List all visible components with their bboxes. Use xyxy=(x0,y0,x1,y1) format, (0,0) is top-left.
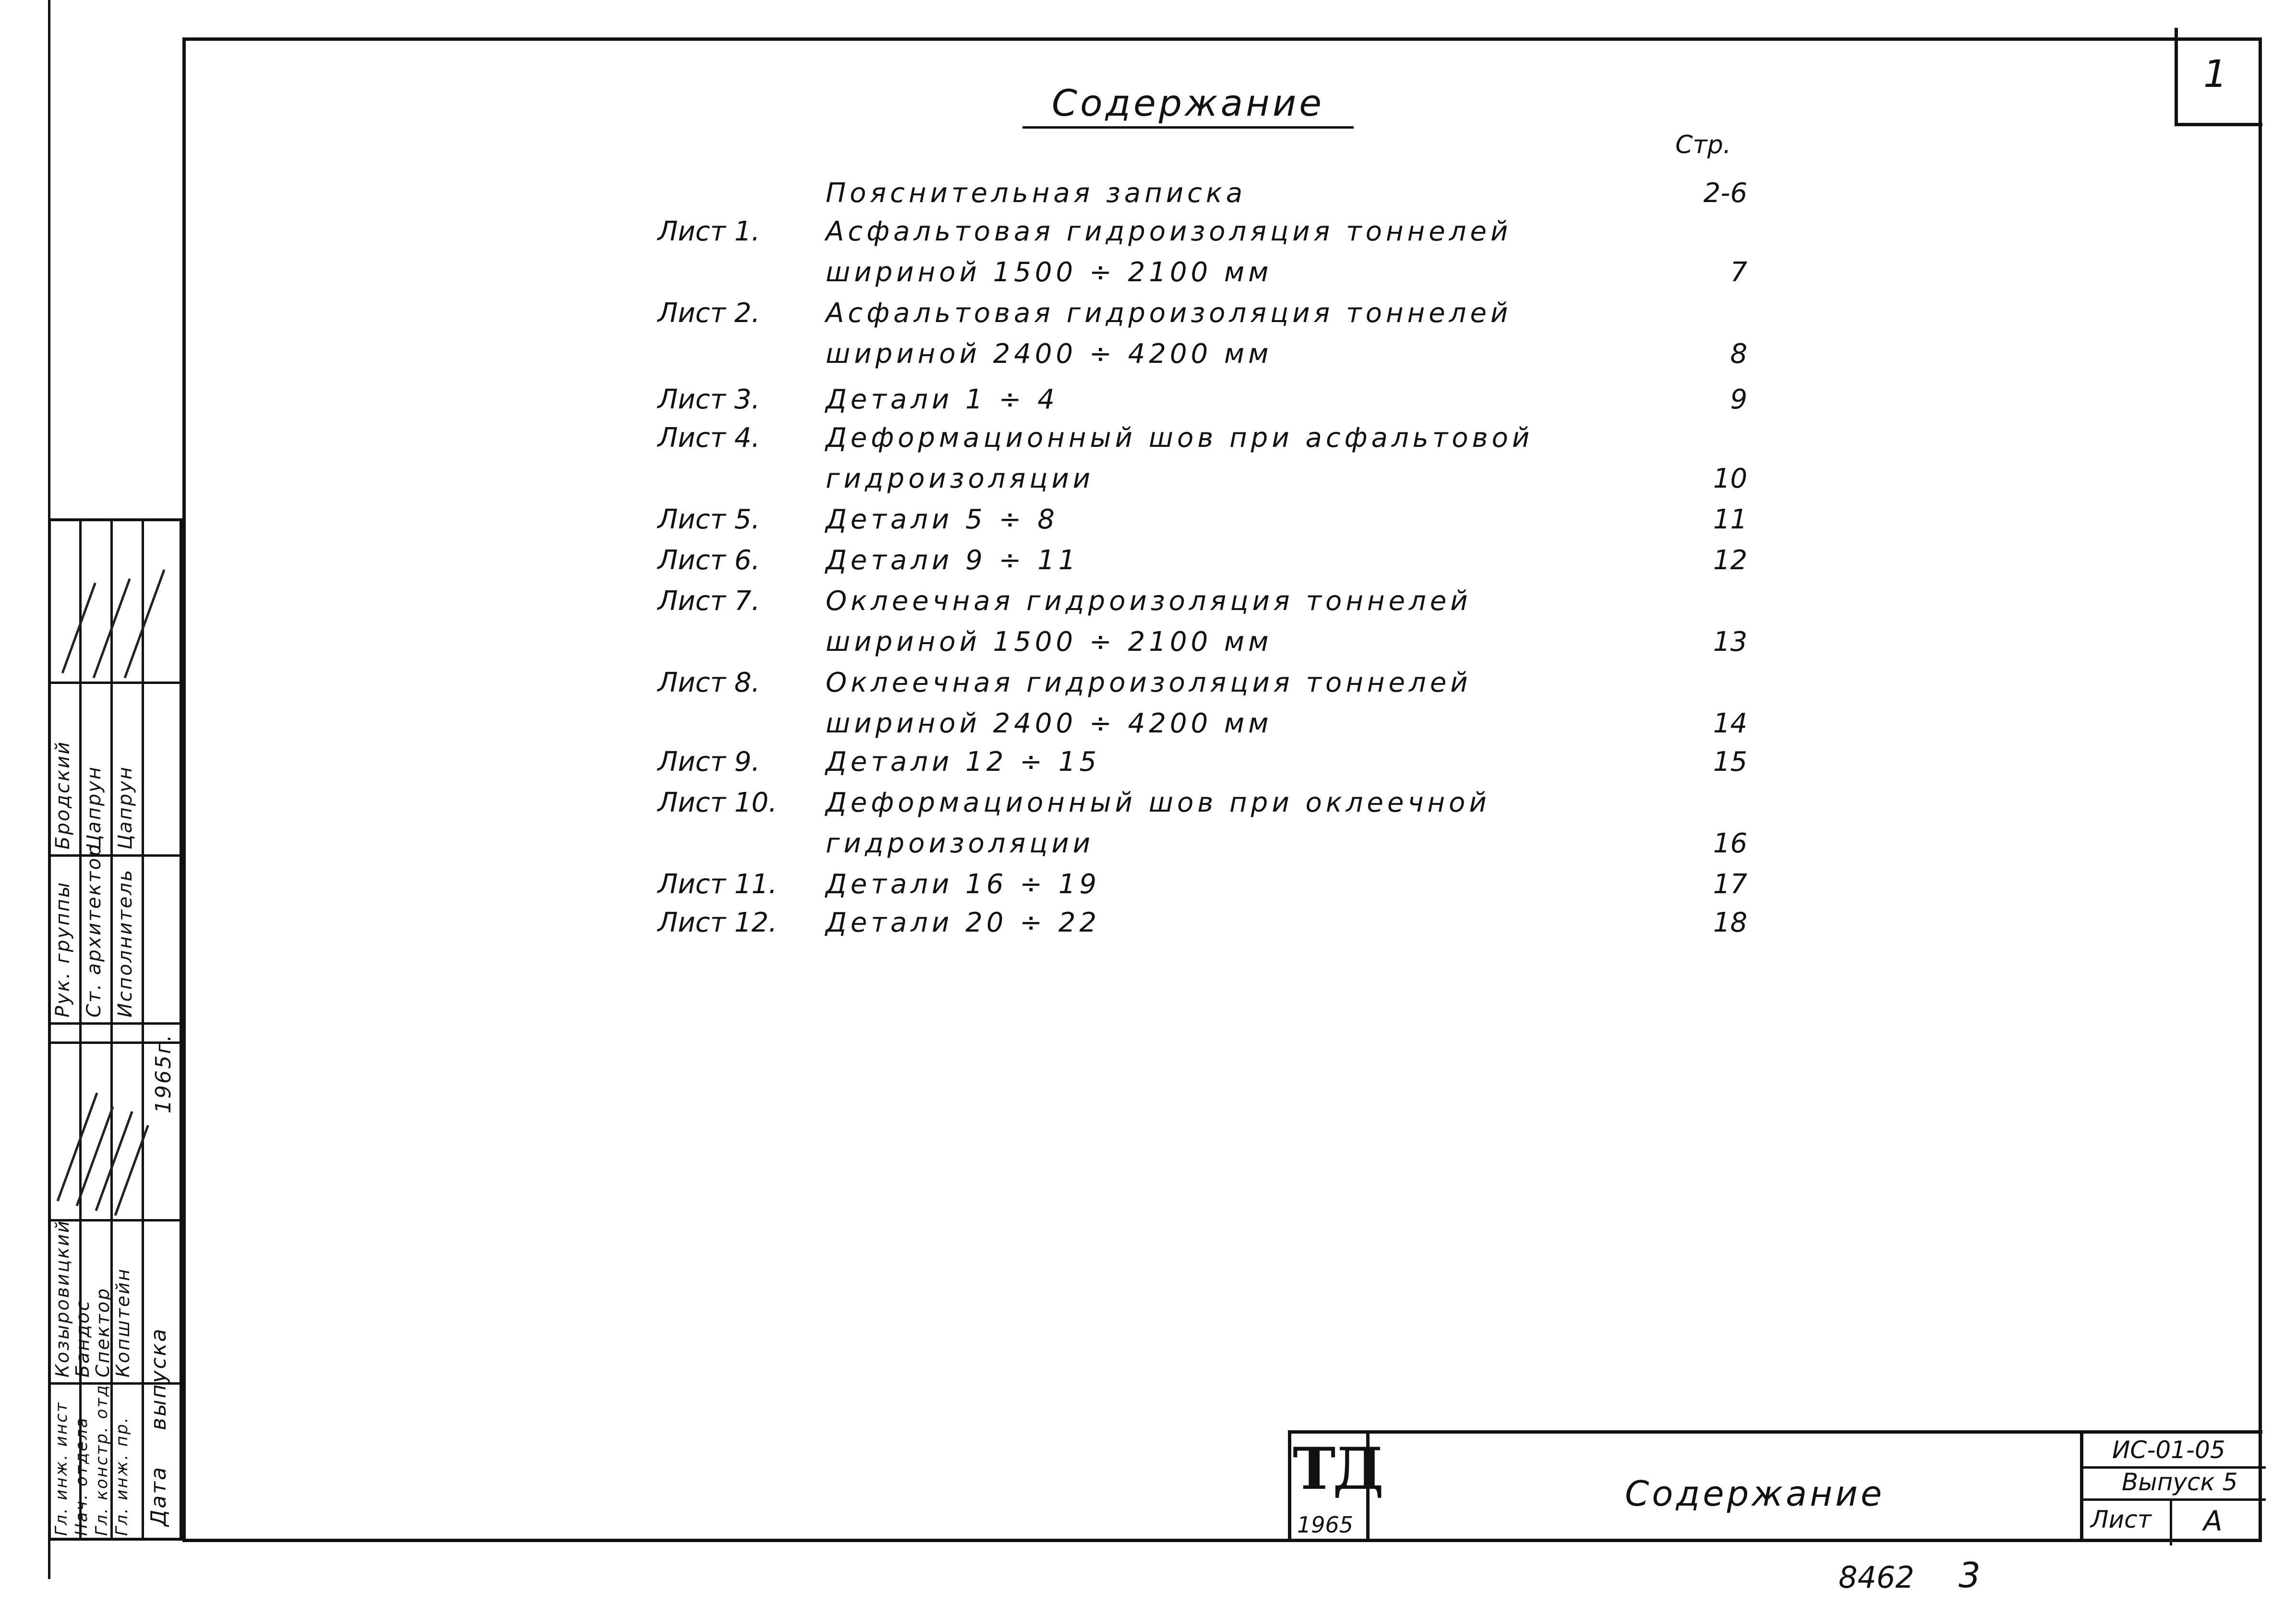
stamp-column-divider xyxy=(142,518,144,1041)
toc-sheet-number: Лист 5. xyxy=(658,504,760,535)
toc-title: Детали 1 ÷ 4 xyxy=(826,384,1058,415)
stamp-role: Нач. отдела xyxy=(72,1416,91,1536)
toc-page-number: 12 xyxy=(1713,545,1747,576)
toc-page-number: 16 xyxy=(1713,828,1747,859)
toc-entry xyxy=(658,504,1747,542)
stamp-row-divider xyxy=(48,1022,182,1025)
stamp-name: Козыровицкий xyxy=(52,1219,73,1377)
logo-year: 1965 xyxy=(1297,1512,1354,1538)
sheet-number: 1 xyxy=(2203,53,2227,96)
title-block-codes xyxy=(2080,1430,2262,1542)
stamp-name: Копштейн xyxy=(112,1268,133,1377)
toc-title: Детали 20 ÷ 22 xyxy=(826,907,1101,938)
toc-entry xyxy=(658,422,1747,494)
toc-title-continuation: шириной 1500 ÷ 2100 мм xyxy=(826,626,1273,658)
toc-page-number: 7 xyxy=(1730,257,1747,288)
toc-entry xyxy=(658,216,1747,288)
title-underline xyxy=(1022,126,1354,129)
stamp-name: Спектор xyxy=(92,1287,113,1377)
toc-title: Детали 9 ÷ 11 xyxy=(826,545,1080,576)
toc-entry xyxy=(658,545,1747,583)
toc-entry xyxy=(658,298,1747,370)
toc-title-continuation: шириной 2400 ÷ 4200 мм xyxy=(826,338,1273,370)
stamp-name: Цапрун xyxy=(114,766,136,850)
toc-title: Детали 16 ÷ 19 xyxy=(826,869,1101,900)
toc-title: Детали 12 ÷ 15 xyxy=(826,746,1101,778)
toc-page-number: 2-6 xyxy=(1703,178,1747,209)
toc-sheet-number: Лист 3. xyxy=(658,384,760,415)
document-code: ИС-01-05 xyxy=(2112,1436,2225,1464)
toc-page-number: 10 xyxy=(1713,463,1747,494)
sheet-value: А xyxy=(2203,1505,2223,1537)
stamp-role: Исполнитель xyxy=(114,868,136,1017)
toc-page-number: 8 xyxy=(1730,338,1747,370)
title-block-title: Содержание xyxy=(1625,1473,1885,1514)
title-block-divider xyxy=(2170,1498,2172,1545)
stamp-issue-label: выпуска xyxy=(146,1327,171,1430)
toc-sheet-number: Лист 12. xyxy=(658,907,777,938)
toc-title-continuation: гидроизоляции xyxy=(826,828,1094,859)
toc-title-continuation: шириной 1500 ÷ 2100 мм xyxy=(826,257,1273,288)
toc-title: Пояснительная записка xyxy=(826,178,1247,209)
toc-page-number: 15 xyxy=(1713,746,1747,778)
toc-sheet-number: Лист 8. xyxy=(658,667,760,698)
document-title: Содержание xyxy=(1052,82,1324,124)
stamp-column-divider xyxy=(79,518,82,1541)
toc-title: Асфальтовая гидроизоляция тоннелей xyxy=(826,216,1512,247)
archive-page: 3 xyxy=(1959,1555,1981,1595)
title-block-divider xyxy=(2083,1498,2266,1501)
sheet-label: Лист xyxy=(2091,1506,2152,1533)
toc-sheet-number: Лист 6. xyxy=(658,545,760,576)
toc-sheet-number: Лист 10. xyxy=(658,787,777,818)
toc-page-number: 17 xyxy=(1713,869,1747,900)
page-column-header: Стр. xyxy=(1675,131,1731,159)
toc-title: Оклеечная гидроизоляция тоннелей xyxy=(826,586,1472,617)
toc-page-number: 13 xyxy=(1713,626,1747,658)
stamp-role: Гл. инж. пр. xyxy=(112,1416,132,1536)
stamp-name: Бандос xyxy=(72,1299,93,1377)
toc-title: Деформационный шов при асфальтовой xyxy=(826,422,1534,454)
organization-logo: ТД xyxy=(1293,1435,1381,1503)
toc-entry xyxy=(658,178,1747,216)
toc-title: Оклеечная гидроизоляция тоннелей xyxy=(826,667,1472,698)
stamp-date-label: Дата xyxy=(146,1466,171,1526)
archive-number: 8462 xyxy=(1839,1560,1914,1595)
toc-sheet-number: Лист 7. xyxy=(658,586,760,617)
toc-title: Детали 5 ÷ 8 xyxy=(826,504,1058,535)
toc-entry xyxy=(658,746,1747,785)
toc-page-number: 14 xyxy=(1713,708,1747,739)
toc-entry xyxy=(658,869,1747,907)
toc-entry xyxy=(658,586,1747,658)
stamp-role: Рук. группы xyxy=(52,881,74,1017)
toc-entry xyxy=(658,667,1747,739)
toc-title: Деформационный шов при оклеечной xyxy=(826,787,1491,818)
stamp-role: Ст. архитектор xyxy=(83,843,105,1017)
issue-number: Выпуск 5 xyxy=(2122,1468,2238,1496)
toc-sheet-number: Лист 1. xyxy=(658,216,760,247)
toc-title-continuation: гидроизоляции xyxy=(826,463,1094,494)
toc-page-number: 18 xyxy=(1713,907,1747,938)
toc-sheet-number: Лист 4. xyxy=(658,422,760,454)
stamp-row-divider xyxy=(48,682,182,684)
toc-entry xyxy=(658,384,1747,422)
stamp-name: Бродский xyxy=(52,740,74,850)
toc-title-continuation: шириной 2400 ÷ 4200 мм xyxy=(826,708,1273,739)
stamp-name: Цапрун xyxy=(83,766,105,850)
toc-page-number: 11 xyxy=(1713,504,1747,535)
toc-title: Асфальтовая гидроизоляция тоннелей xyxy=(826,298,1512,329)
stamp-role: Гл. констр. отд xyxy=(92,1384,111,1536)
stamp-row-divider xyxy=(48,854,182,857)
stamp-role: Гл. инж. инст xyxy=(52,1401,71,1536)
approval-stamp xyxy=(48,518,182,1541)
stamp-column-divider xyxy=(142,1041,144,1541)
toc-sheet-number: Лист 9. xyxy=(658,746,760,778)
toc-page-number: 9 xyxy=(1730,384,1747,415)
toc-sheet-number: Лист 2. xyxy=(658,298,760,329)
stamp-year: 1965г. xyxy=(151,1033,176,1113)
toc-entry xyxy=(658,787,1747,859)
toc-sheet-number: Лист 11. xyxy=(658,869,777,900)
toc-entry xyxy=(658,907,1747,946)
